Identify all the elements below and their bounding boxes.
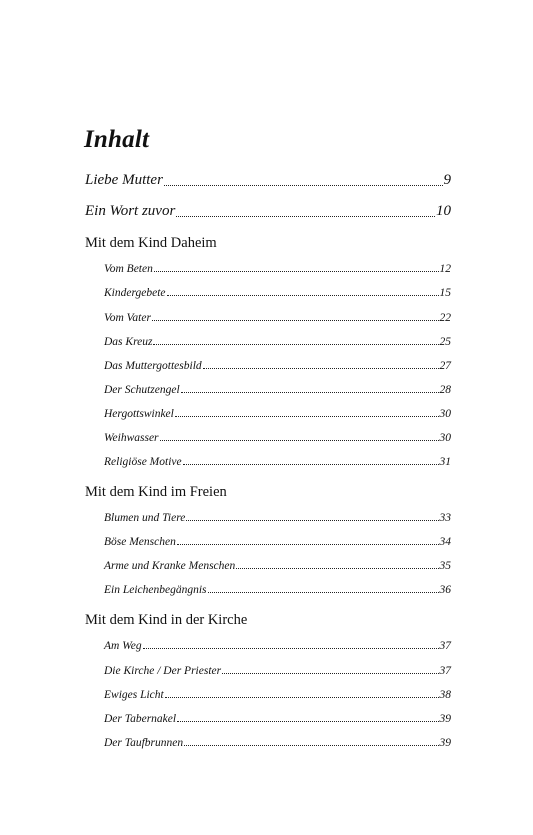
toc-entry-label: Ein Wort zuvor — [85, 203, 176, 219]
toc-entry-label: Das Kreuz — [104, 336, 153, 348]
toc-entry-label: Liebe Mutter — [85, 172, 163, 188]
toc-entry — [104, 384, 451, 396]
dot-leader — [153, 344, 438, 345]
toc-entry-page: 33 — [439, 512, 451, 524]
toc-entry-label: Die Kirche / Der Priester — [104, 665, 222, 677]
toc-entry — [104, 640, 451, 652]
toc-entry-label: Am Weg — [104, 640, 142, 652]
toc-entry — [104, 360, 451, 372]
dot-leader — [154, 271, 439, 272]
toc-entry-page: 10 — [436, 203, 451, 219]
toc-entry-page: 39 — [439, 713, 451, 725]
toc-entry-page: 9 — [443, 172, 451, 188]
dot-leader — [222, 673, 438, 674]
section-heading: Mit dem Kind im Freien — [85, 484, 227, 500]
toc-entry — [104, 512, 451, 524]
dot-leader — [181, 392, 439, 393]
toc-entry-page: 31 — [439, 456, 451, 468]
toc-entry-page: 30 — [439, 408, 451, 420]
toc-entry-label: Der Tabernakel — [104, 713, 177, 725]
toc-entry-label: Der Taufbrunnen — [104, 737, 184, 749]
toc-entry — [104, 456, 451, 468]
toc-entry-page: 12 — [439, 263, 451, 275]
section-heading: Mit dem Kind Daheim — [85, 235, 217, 251]
toc-entry-page: 15 — [439, 287, 451, 299]
toc-entry-label: Vom Vater — [104, 312, 151, 324]
toc-entry-page: 25 — [439, 336, 451, 348]
dot-leader — [183, 464, 439, 465]
dot-leader — [184, 745, 438, 746]
toc-entry-label: Vom Beten — [104, 263, 153, 275]
toc-entry — [104, 665, 451, 677]
toc-entry — [104, 584, 451, 596]
toc-entry-page: 37 — [439, 640, 451, 652]
dot-leader — [165, 697, 439, 698]
toc-entry-page: 34 — [439, 536, 451, 548]
toc-entry-page: 35 — [439, 560, 451, 572]
toc-entry-page: 39 — [439, 737, 451, 749]
toc-entry — [104, 536, 451, 548]
toc-title: Inhalt — [84, 126, 150, 153]
toc-entry-page: 28 — [439, 384, 451, 396]
toc-entry-label: Das Muttergottesbild — [104, 360, 202, 372]
dot-leader — [175, 416, 439, 417]
toc-entry — [104, 312, 451, 324]
toc-entry — [104, 336, 451, 348]
toc-entry-label: Böse Menschen — [104, 536, 176, 548]
toc-entry-page: 30 — [439, 432, 451, 444]
dot-leader — [152, 320, 439, 321]
toc-entry — [85, 172, 451, 189]
toc-entry-page: 36 — [439, 584, 451, 596]
dot-leader — [177, 544, 439, 545]
dot-leader — [236, 568, 438, 569]
toc-entry — [104, 737, 451, 749]
dot-leader — [203, 368, 439, 369]
toc-entry-label: Hergottswinkel — [104, 408, 174, 420]
toc-entry — [104, 713, 451, 725]
toc-entry-label: Ein Leichenbegängnis — [104, 584, 207, 596]
dot-leader — [164, 185, 443, 186]
toc-entry — [104, 689, 451, 701]
toc-entry — [104, 408, 451, 420]
toc-entry — [104, 287, 451, 299]
toc-entry-page: 37 — [439, 665, 451, 677]
dot-leader — [186, 520, 438, 521]
toc-entry-label: Weihwasser — [104, 432, 159, 444]
toc-entry-label: Religiöse Motive — [104, 456, 182, 468]
dot-leader — [160, 440, 439, 441]
toc-entry-page: 38 — [439, 689, 451, 701]
dot-leader — [143, 648, 439, 649]
toc-entry-label: Ewiges Licht — [104, 689, 164, 701]
section-heading: Mit dem Kind in der Kirche — [85, 612, 248, 628]
toc-entry-page: 27 — [439, 360, 451, 372]
toc-entry-label: Der Schutzengel — [104, 384, 180, 396]
dot-leader — [176, 216, 435, 217]
toc-entry-page: 22 — [439, 312, 451, 324]
toc-entry-label: Arme und Kranke Menschen — [104, 560, 236, 572]
toc-entry-label: Blumen und Tiere — [104, 512, 186, 524]
toc-entry — [104, 560, 451, 572]
toc-entry — [104, 263, 451, 275]
toc-entry — [85, 203, 451, 220]
toc-entry-label: Kindergebete — [104, 287, 166, 299]
dot-leader — [208, 592, 439, 593]
dot-leader — [177, 721, 438, 722]
toc-entry — [104, 432, 451, 444]
dot-leader — [167, 295, 439, 296]
